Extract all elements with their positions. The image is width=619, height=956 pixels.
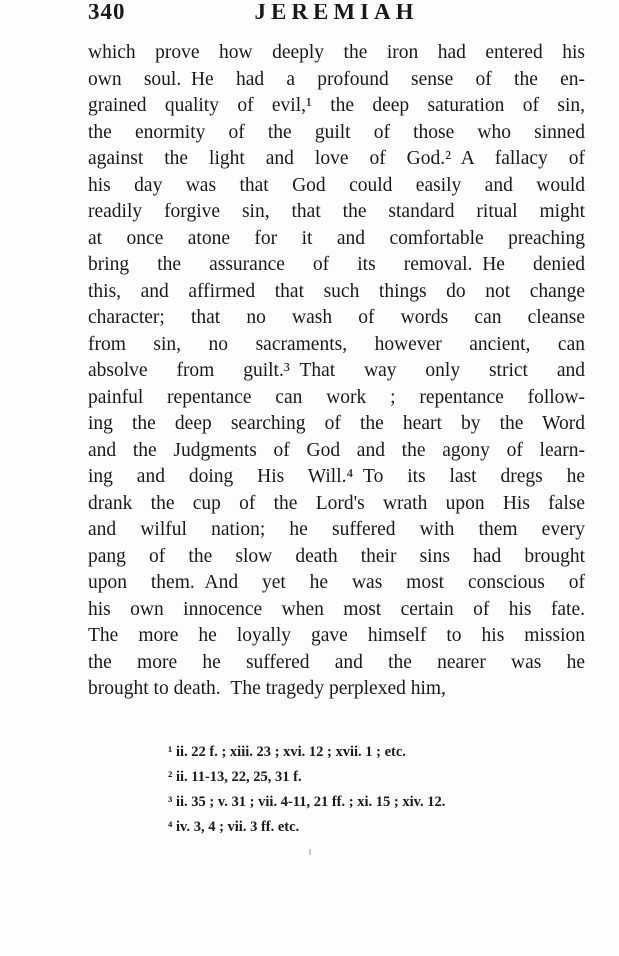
footnote-line: ¹ ii. 22 f. ; xiii. 23 ; xvi. 12 ; xvii. 1 ; etc. [168,744,406,760]
text-line: drank the cup of the Lord's wrath upon His false [88,492,585,514]
body-text [88,40,585,703]
footnote-line: ² ii. 11-13, 22, 25, 31 f. [168,769,302,785]
text-line: brought to death. The tragedy perplexed him, [88,678,446,699]
scan-speck [309,849,311,855]
text-line: ing and doing His Will.⁴ To its last dregs he [88,466,585,487]
footnote-line: ³ ii. 35 ; v. 31 ; vii. 4-11, 21 ff. ; xi. 15 ; xiv. 12. [168,794,446,810]
text-line: his own innocence when most certain of his fate. [88,598,585,620]
text-line: own soul. He had a profound sense of the en- [88,68,585,90]
text-line: readily forgive sin, that the standard ritual might [88,201,585,222]
text-line: grained quality of evil,¹ the deep saturation of sin, [88,95,585,116]
running-header [88,4,585,28]
text-line: The more he loyally gave himself to his mission [88,625,585,646]
page-title: JEREMIAH [254,4,419,24]
footnotes [168,740,588,840]
text-line: painful repentance can work ; repentance follow- [88,386,585,408]
text-line: bring the assurance of its removal. He denied [88,254,585,275]
text-line: which prove how deeply the iron had entered his [88,42,585,63]
text-line: ing the deep searching of the heart by the Word [88,413,585,434]
text-line: against the light and love of God.² A fallacy of [88,148,585,169]
text-line: absolve from guilt.³ That way only strict and [88,360,585,381]
text-line: from sin, no sacraments, however ancient, can [88,333,585,355]
footnote-line: ⁴ iv. 3, 4 ; vii. 3 ff. etc. [168,819,300,835]
text-line: character; that no wash of words can cleanse [88,307,585,328]
text-line: the enormity of the guilt of those who sinned [88,121,585,143]
text-line: this, and affirmed that such things do not change [88,280,585,302]
page-number: 340 [88,4,126,24]
text-line: pang of the slow death their sins had brought [88,545,585,567]
text-line: and wilful nation; he suffered with them every [88,519,585,540]
text-line: and the Judgments of God and the agony of learn- [88,439,585,461]
text-line: the more he suffered and the nearer was he [88,651,585,673]
text-line: his day was that God could easily and would [88,174,585,196]
text-line: at once atone for it and comfortable preaching [88,227,585,249]
text-line: upon them. And yet he was most conscious of [88,572,585,593]
